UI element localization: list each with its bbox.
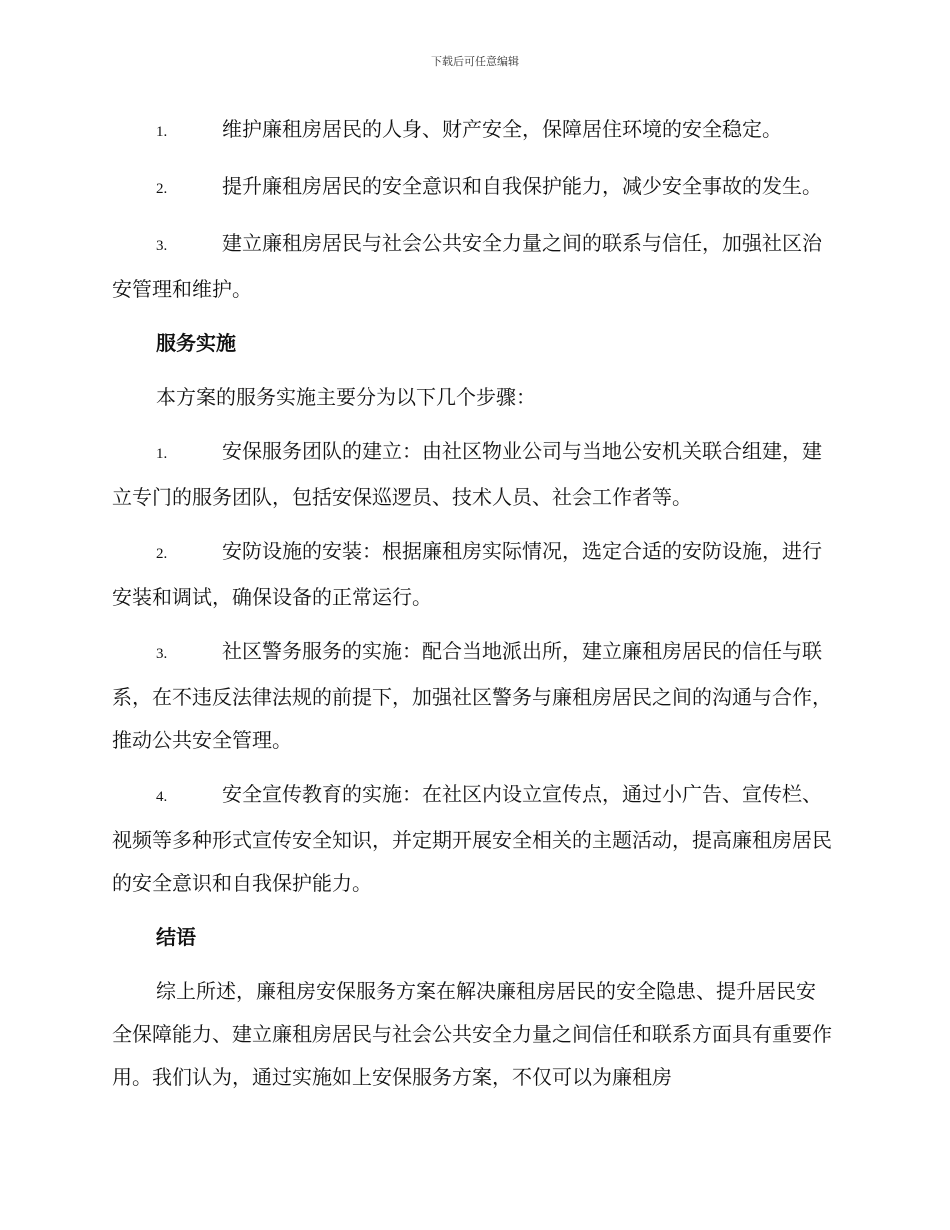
list-number: 2.: [156, 181, 168, 197]
list-number: 4.: [156, 789, 168, 805]
list-item-text: 安保服务团队的建立：由社区物业公司与当地公安机关联合组建，建立专门的服务团队，包括安保巡逻员、技术人员、社会工作者等。: [112, 439, 822, 509]
list-item-text: 提升廉租房居民的安全意识和自我保护能力，减少安全事故的发生。: [222, 174, 822, 198]
list-item: [112, 222, 834, 311]
page-header: 下载后可任意编辑: [431, 55, 519, 68]
document-body: [112, 108, 834, 1110]
list-item: [112, 630, 834, 762]
conclusion-paragraph: 综上所述，廉租房安保服务方案在解决廉租房居民的安全隐患、提升居民安全保障能力、建立廉租房居民与社会公共安全力量之间信任和联系方面具有重要作用。我们认为，通过实施如上安保服务方案，不仅可以为廉租房: [112, 979, 832, 1089]
list-item: [112, 430, 834, 519]
list-item: [112, 530, 834, 619]
list-item-text: 社区警务服务的实施：配合当地派出所，建立廉租房居民的信任与联系，在不违反法律法规的前提下，加强社区警务与廉租房居民之间的沟通与合作，推动公共安全管理。: [112, 639, 832, 752]
list-number: 3.: [156, 238, 168, 254]
section-heading-conclusion: 结语: [156, 925, 196, 949]
list-item-text: 安防设施的安装：根据廉租房实际情况，选定合适的安防设施，进行安装和调试，确保设备的正常运行。: [112, 539, 822, 609]
list-item-text: 安全宣传教育的实施：在社区内设立宣传点，通过小广告、宣传栏、视频等多种形式宣传安全知识，并定期开展安全相关的主题活动，提高廉租房居民的安全意识和自我保护能力。: [112, 782, 832, 895]
section-heading-service: 服务实施: [156, 331, 236, 355]
list-number: 3.: [156, 646, 168, 662]
list-number: 1.: [156, 446, 168, 462]
list-item-text: 维护廉租房居民的人身、财产安全，保障居住环境的安全稳定。: [222, 117, 782, 141]
list-item-text: 建立廉租房居民与社会公共安全力量之间的联系与信任，加强社区治安管理和维护。: [112, 231, 822, 301]
list-item: [112, 773, 834, 905]
list-item: [112, 108, 834, 154]
list-number: 1.: [156, 124, 168, 140]
list-number: 2.: [156, 546, 168, 562]
list-item: [112, 165, 834, 211]
section-intro: 本方案的服务实施主要分为以下几个步骤：: [156, 385, 536, 409]
